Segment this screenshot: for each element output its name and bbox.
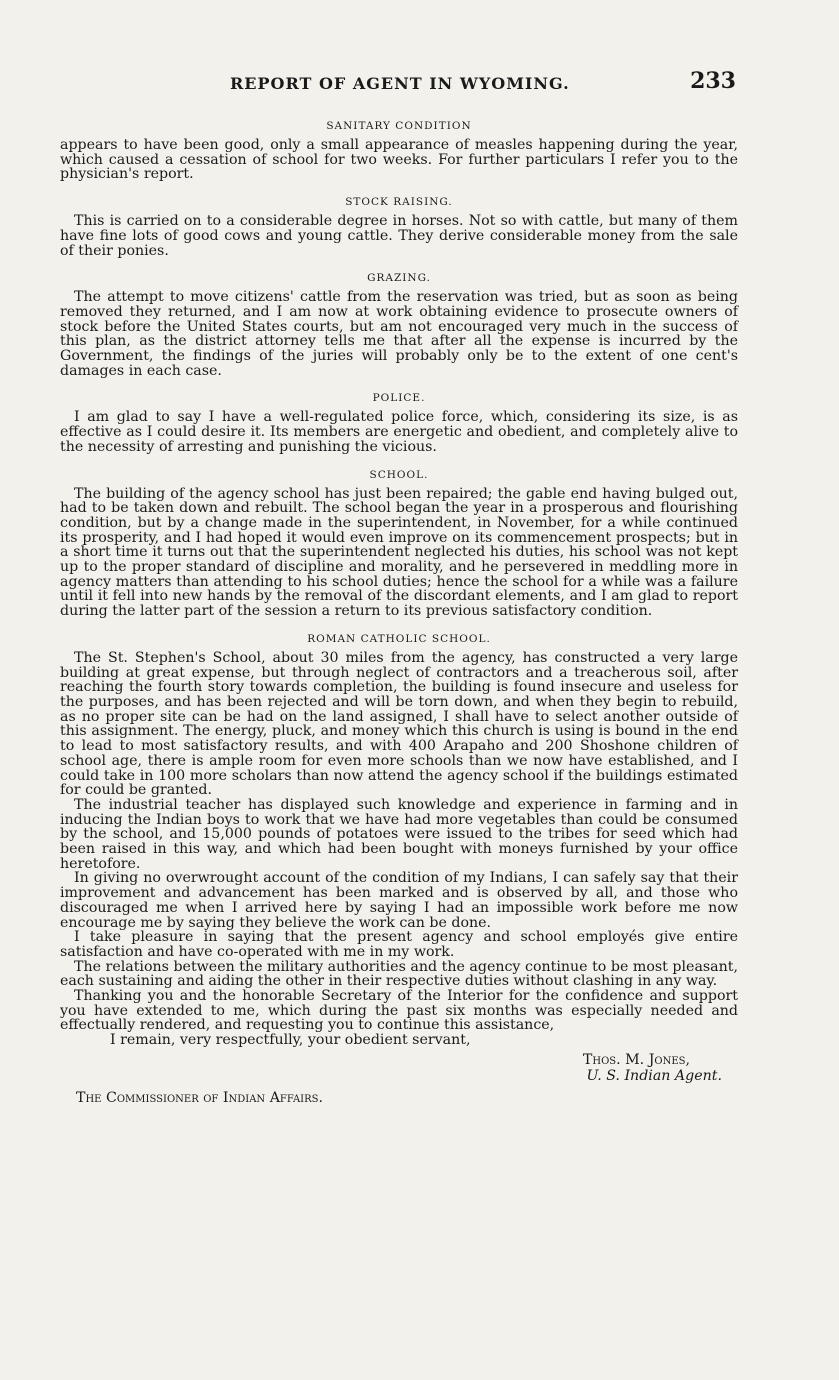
paragraph-catholic-2: The industrial teacher has displayed such knowledge and experience in farming and in inducing the Indian boys to work that we have had more vegetables than could be consumed by the school, and 15,000 pounds of potatoes were issued to the tribes for seed which had been raised in this way, and which had been bought with moneys furnished by your office heretofore. <box>60 796 738 872</box>
paragraph-catholic-1: The St. Stephen's School, about 30 miles from the agency, has constructed a very large building at great expense, but through neglect of contractors and a treacherous soil, after reaching the fourth story towards completion, the building is found insecure and useless for the purposes, and has been rejected and will be torn down, and when they begin to rebuild, as no proper site can be had on the land assigned, I shall have to select another outside of this assignment. The energy, pluck, and money which this church is using is bound in the end to lead to most satisfactory results, and with 400 Arapaho and 200 Shoshone children of school age, there is ample room for even more schools than we now have established, and I could take in 100 more scholars than now attend the agency school if the buildings estimated for could be granted. <box>60 649 738 799</box>
paragraph-catholic-5: The relations between the military authorities and the agency continue to be most pleasant, each sustaining and aiding the other in their respective duties without clashing in any way. <box>60 958 738 990</box>
signature-title: U. S. Indian Agent. <box>586 1068 722 1085</box>
paragraph-stock-raising: This is carried on to a considerable degree in horses. Not so with cattle, but many of them have fine lots of good cows and young cattle. They derive considerable money from the sale of their ponies. <box>60 213 738 259</box>
heading-school: SCHOOL. <box>369 468 429 481</box>
signature-name: Thos. M. Jones, <box>582 1052 690 1069</box>
heading-sanitary: SANITARY CONDITION <box>326 120 472 132</box>
paragraph-catholic-3: In giving no overwrought account of the condition of my Indians, I can safely say that their improvement and advancement has been marked and is observed by all, and those who discouraged me when I arrived here by saying I had an impossible work before me now encourage me by saying they believe the work can be done. <box>60 870 738 931</box>
page-number: 233 <box>690 68 736 94</box>
paragraph-police: I am glad to say I have a well-regulated police force, which, considering its size, is as effective as I could desire it. Its members are energetic and obedient, and completely alive to the necessity of arresting and punishing the vicious. <box>60 409 738 455</box>
signature-block <box>60 1048 738 1084</box>
addressee: The Commissioner of Indian Affairs. <box>76 1090 324 1107</box>
paragraph-sanitary: appears to have been good, only a small appearance of measles happening during the year, which caused a cessation of school for two weeks. For further particulars I refer you to the physician's report. <box>60 137 738 183</box>
heading-police: POLICE. <box>372 392 426 405</box>
running-head <box>60 66 738 100</box>
closing-line: I remain, very respectfully, your obedient servant, <box>110 1032 471 1049</box>
heading-catholic-school: ROMAN CATHOLIC SCHOOL. <box>307 632 491 645</box>
paragraph-catholic-4: I take pleasure in saying that the present agency and school employés give entire satisfaction and have co-operated with me in my work. <box>60 929 738 960</box>
heading-grazing: GRAZING. <box>367 272 431 285</box>
running-title: REPORT OF AGENT IN WYOMING. <box>230 74 570 93</box>
paragraph-school: The building of the agency school has just been repaired; the gable end having bulged out, had to be taken down and rebuilt. The school began the year in a prosperous and flourishing condition, but by a change made in the superintendent, in November, for a while continued its prosperity, and I had hoped it would even improve on its commencement prospects; but in a short time it turns out that the superintendent neglected his duties, his school was not kept up to the proper standard of discipline and morality, and he persevered in meddling more in agency matters than attending to his school duties; hence the school for a while was a failure until it fell into new hands by the removal of the discordant elements, and I am glad to report during the latter part of the session a return to its previous satisfactory condition. <box>60 485 738 620</box>
paragraph-catholic-6: Thanking you and the honorable Secretary of the Interior for the confidence and support you have extended to me, which during the past six months was especially needed and effectually rendered, and requesting you to continue this assistance, <box>60 988 738 1034</box>
heading-stock-raising: STOCK RAISING. <box>345 196 453 209</box>
document-page <box>60 66 738 1106</box>
paragraph-grazing: The attempt to move citizens' cattle from the reservation was tried, but as soon as being removed they returned, and I am now at work obtaining evidence to prosecute owners of stock before the United States courts, but am not encouraged very much in the success of this plan, as the district attorney tells me that after all the expense is incurred by the Government, the findings of the juries will probably only be to the extent of one cent's damages in each case. <box>60 289 738 379</box>
